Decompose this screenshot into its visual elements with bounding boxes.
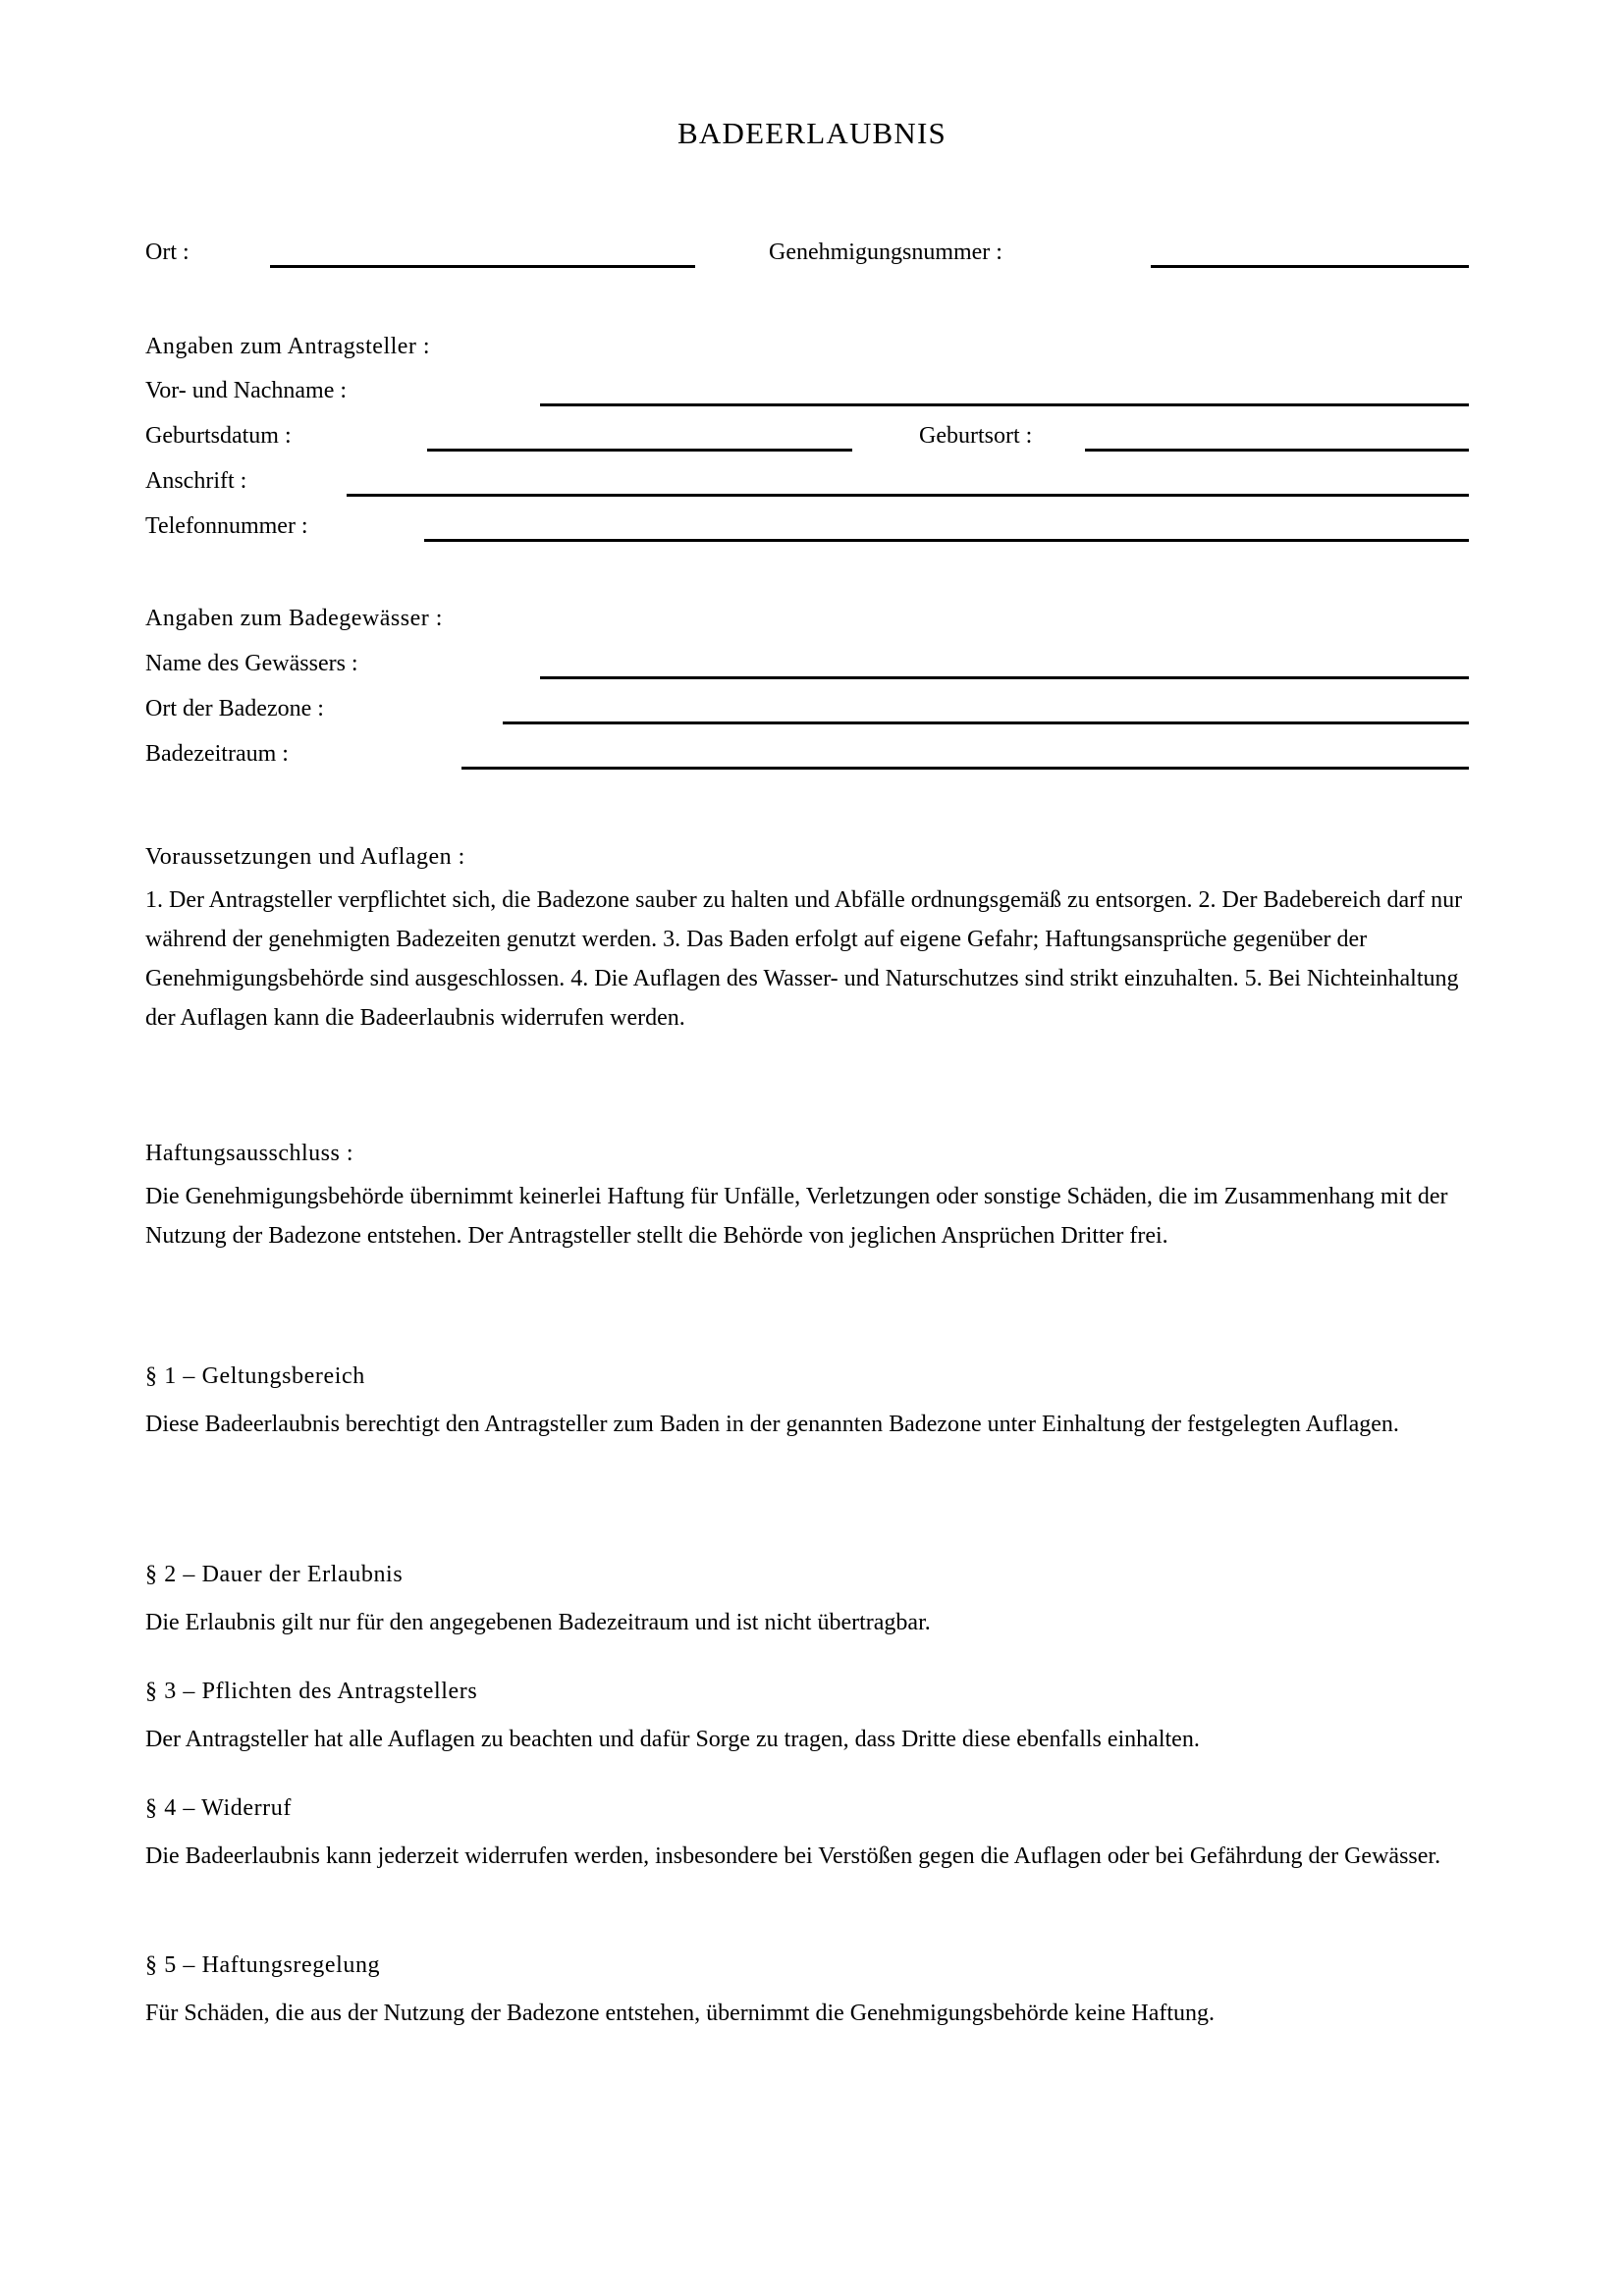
badezeitraum-input-line[interactable] <box>461 767 1469 770</box>
gewaesser-label: Name des Gewässers : <box>145 651 358 676</box>
conditions-heading: Voraussetzungen und Auflagen : <box>145 844 465 870</box>
badezone-input-line[interactable] <box>503 721 1469 724</box>
name-label: Vor- und Nachname : <box>145 378 348 403</box>
paragraph-1-body: Diese Badeerlaubnis berechtigt den Antragsteller zum Baden in der genannten Badezone unter Einhaltung der festgelegten Auflagen. <box>145 1412 1399 1437</box>
paragraph-3-heading: § 3 – Pflichten des Antragstellers <box>145 1679 478 1704</box>
paragraph-2-body: Die Erlaubnis gilt nur für den angegebenen Badezeitraum und ist nicht übertragbar. <box>145 1610 931 1635</box>
geburtsort-input-line[interactable] <box>1085 449 1469 452</box>
genehmigungsnummer-label: Genehmigungsnummer : <box>769 240 1002 265</box>
ort-input-line[interactable] <box>270 265 695 268</box>
page-title: BADEERLAUBNIS <box>677 116 947 150</box>
badezone-label: Ort der Badezone : <box>145 696 324 721</box>
anschrift-label: Anschrift : <box>145 468 247 494</box>
water-section-heading: Angaben zum Badegewässer : <box>145 606 443 631</box>
ort-label: Ort : <box>145 240 189 265</box>
telefon-input-line[interactable] <box>424 539 1469 542</box>
telefon-label: Telefonnummer : <box>145 513 308 539</box>
geburtsdatum-input-line[interactable] <box>427 449 852 452</box>
paragraph-4-heading: § 4 – Widerruf <box>145 1795 292 1821</box>
conditions-body: 1. Der Antragsteller verpflichtet sich, die Badezone sauber zu halten und Abfälle ordnungsgemäß zu entsorgen. 2. Der Badebereich darf nur während der genehmigten Badezeiten genutzt werden. 3. Das Baden erfolgt auf eigene Gefahr; Haftungsansprüche gegenüber der Genehmigungsbehörde sind ausgeschlossen. 4. Die Auflagen des Wasser- und Naturschutzes sind strikt einzuhalten. 5. Bei Nichteinhaltung der Auflagen kann die Badeerlaubnis widerrufen werden. <box>145 887 1463 1031</box>
geburtsdatum-label: Geburtsdatum : <box>145 423 292 449</box>
anschrift-input-line[interactable] <box>347 494 1469 497</box>
gewaesser-input-line[interactable] <box>540 676 1469 679</box>
paragraph-2-heading: § 2 – Dauer der Erlaubnis <box>145 1562 404 1587</box>
disclaimer-heading: Haftungsausschluss : <box>145 1141 353 1166</box>
genehmigungsnummer-input-line[interactable] <box>1151 265 1469 268</box>
geburtsort-label: Geburtsort : <box>919 423 1033 449</box>
name-input-line[interactable] <box>540 403 1469 406</box>
paragraph-5-heading: § 5 – Haftungsregelung <box>145 1952 381 1978</box>
paragraph-4-body: Die Badeerlaubnis kann jederzeit widerrufen werden, insbesondere bei Verstößen gegen die Auflagen oder bei Gefährdung der Gewässer. <box>145 1843 1441 1869</box>
disclaimer-body: Die Genehmigungsbehörde übernimmt keinerlei Haftung für Unfälle, Verletzungen oder sonstige Schäden, die im Zusammenhang mit der Nutzung der Badezone entstehen. Der Antragsteller stellt die Behörde von jeglichen Ansprüchen Dritter frei. <box>145 1184 1448 1249</box>
paragraph-1-heading: § 1 – Geltungsbereich <box>145 1363 365 1389</box>
paragraph-5-body: Für Schäden, die aus der Nutzung der Badezone entstehen, übernimmt die Genehmigungsbehörde keine Haftung. <box>145 2001 1216 2026</box>
badezeitraum-label: Badezeitraum : <box>145 741 289 767</box>
applicant-section-heading: Angaben zum Antragsteller : <box>145 334 431 359</box>
paragraph-3-body: Der Antragsteller hat alle Auflagen zu beachten und dafür Sorge zu tragen, dass Dritte diese ebenfalls einhalten. <box>145 1727 1200 1752</box>
